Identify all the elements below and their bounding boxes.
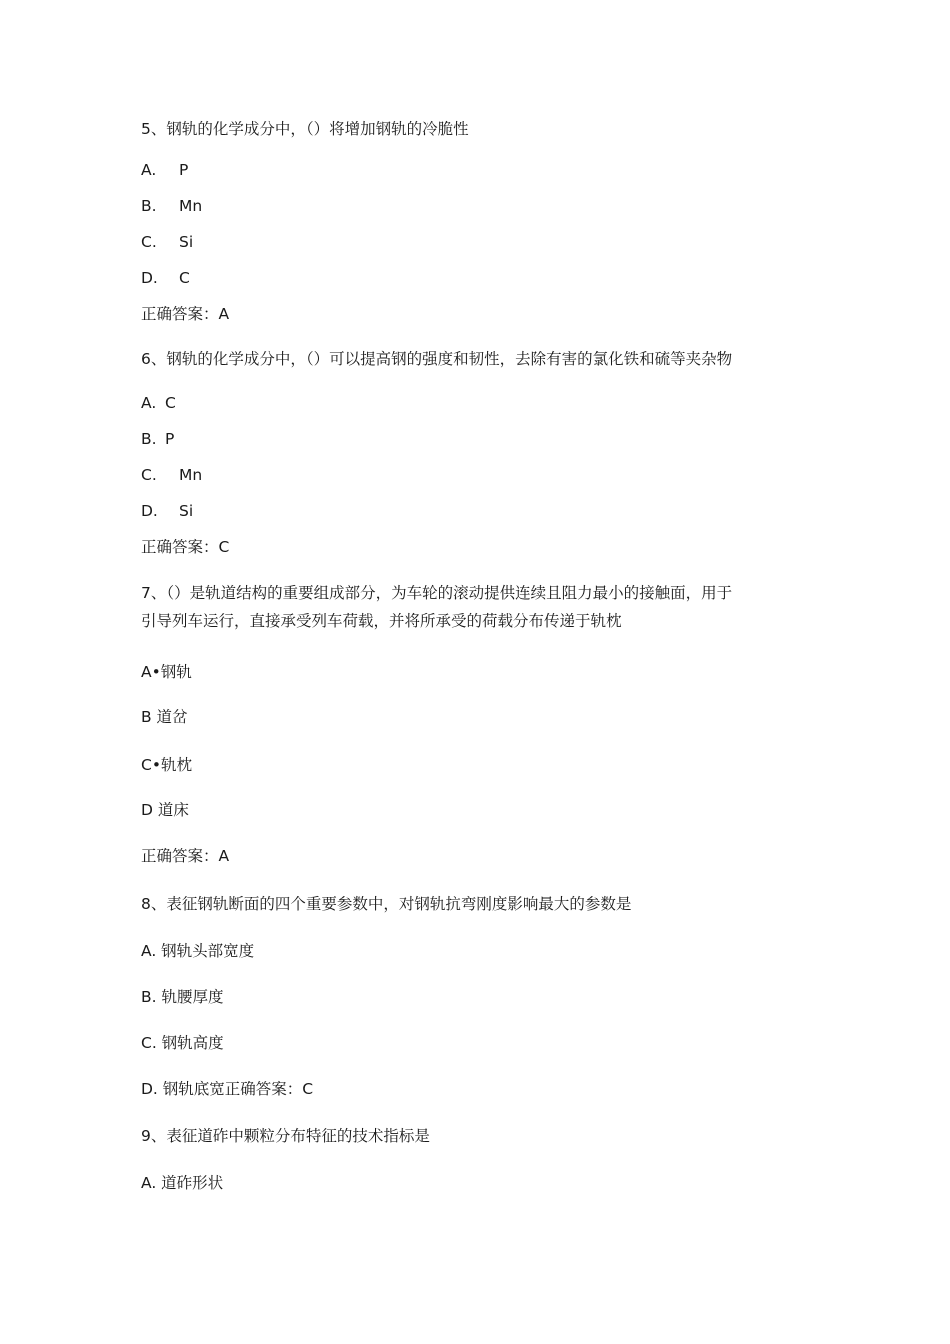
option-text: Si (179, 233, 194, 251)
option-text: C (179, 269, 190, 287)
option-text: Si (179, 502, 194, 520)
option-text: P (179, 161, 189, 179)
q9-option-a: A. 道砟形状 (141, 1174, 224, 1192)
q6-answer: 正确答案：C (141, 538, 230, 556)
q5-option-b (141, 196, 202, 216)
q8-option-b: B. 轨腰厚度 (141, 988, 224, 1006)
question-6-stem: 6、钢轨的化学成分中，（）可以提高钢的强度和韧性，去除有害的氯化铁和硫等夹杂物 (141, 350, 733, 368)
q5-option-c (141, 232, 193, 252)
q5-answer: 正确答案：A (141, 305, 230, 323)
option-letter: B. (141, 430, 157, 448)
q6-option-b (141, 429, 174, 449)
q7-option-d: D 道床 (141, 801, 189, 819)
option-text: Mn (179, 197, 203, 215)
question-7-stem-line-2: 引导列车运行，直接承受列车荷载，并将所承受的荷载分布传递于轨枕 (141, 612, 622, 630)
option-letter: B. (141, 197, 157, 215)
q7-option-c: C•轨枕 (141, 756, 192, 774)
option-letter: A. (141, 161, 157, 179)
option-letter: D. (141, 269, 158, 287)
question-8-stem: 8、表征钢轨断面的四个重要参数中，对钢轨抗弯刚度影响最大的参数是 (141, 895, 632, 913)
q7-answer: 正确答案：A (141, 847, 230, 865)
option-letter: A. (141, 394, 157, 412)
option-text: C (165, 394, 176, 412)
question-5-stem: 5、钢轨的化学成分中，（）将增加钢轨的冷脆性 (141, 120, 469, 138)
question-9-stem: 9、表征道砟中颗粒分布特征的技术指标是 (141, 1127, 430, 1145)
q8-option-a: A. 钢轨头部宽度 (141, 942, 255, 960)
q6-option-c (141, 465, 202, 485)
option-text: Mn (179, 466, 203, 484)
q5-option-d (141, 268, 190, 288)
option-letter: D. (141, 502, 158, 520)
q6-option-d (141, 501, 193, 521)
option-letter: C. (141, 233, 157, 251)
q6-option-a (141, 393, 176, 413)
q8-option-d-with-answer: D. 钢轨底宽正确答案：C (141, 1080, 314, 1098)
q5-option-a (141, 160, 188, 180)
q7-option-a: A•钢轨 (141, 663, 192, 681)
question-7-stem-line-1: 7、（）是轨道结构的重要组成部分，为车轮的滚动提供连续且阻力最小的接触面，用于 (141, 584, 733, 602)
q7-option-b: B 道岔 (141, 708, 188, 726)
option-text: P (165, 430, 175, 448)
option-letter: C. (141, 466, 157, 484)
q8-option-c: C. 钢轨高度 (141, 1034, 224, 1052)
